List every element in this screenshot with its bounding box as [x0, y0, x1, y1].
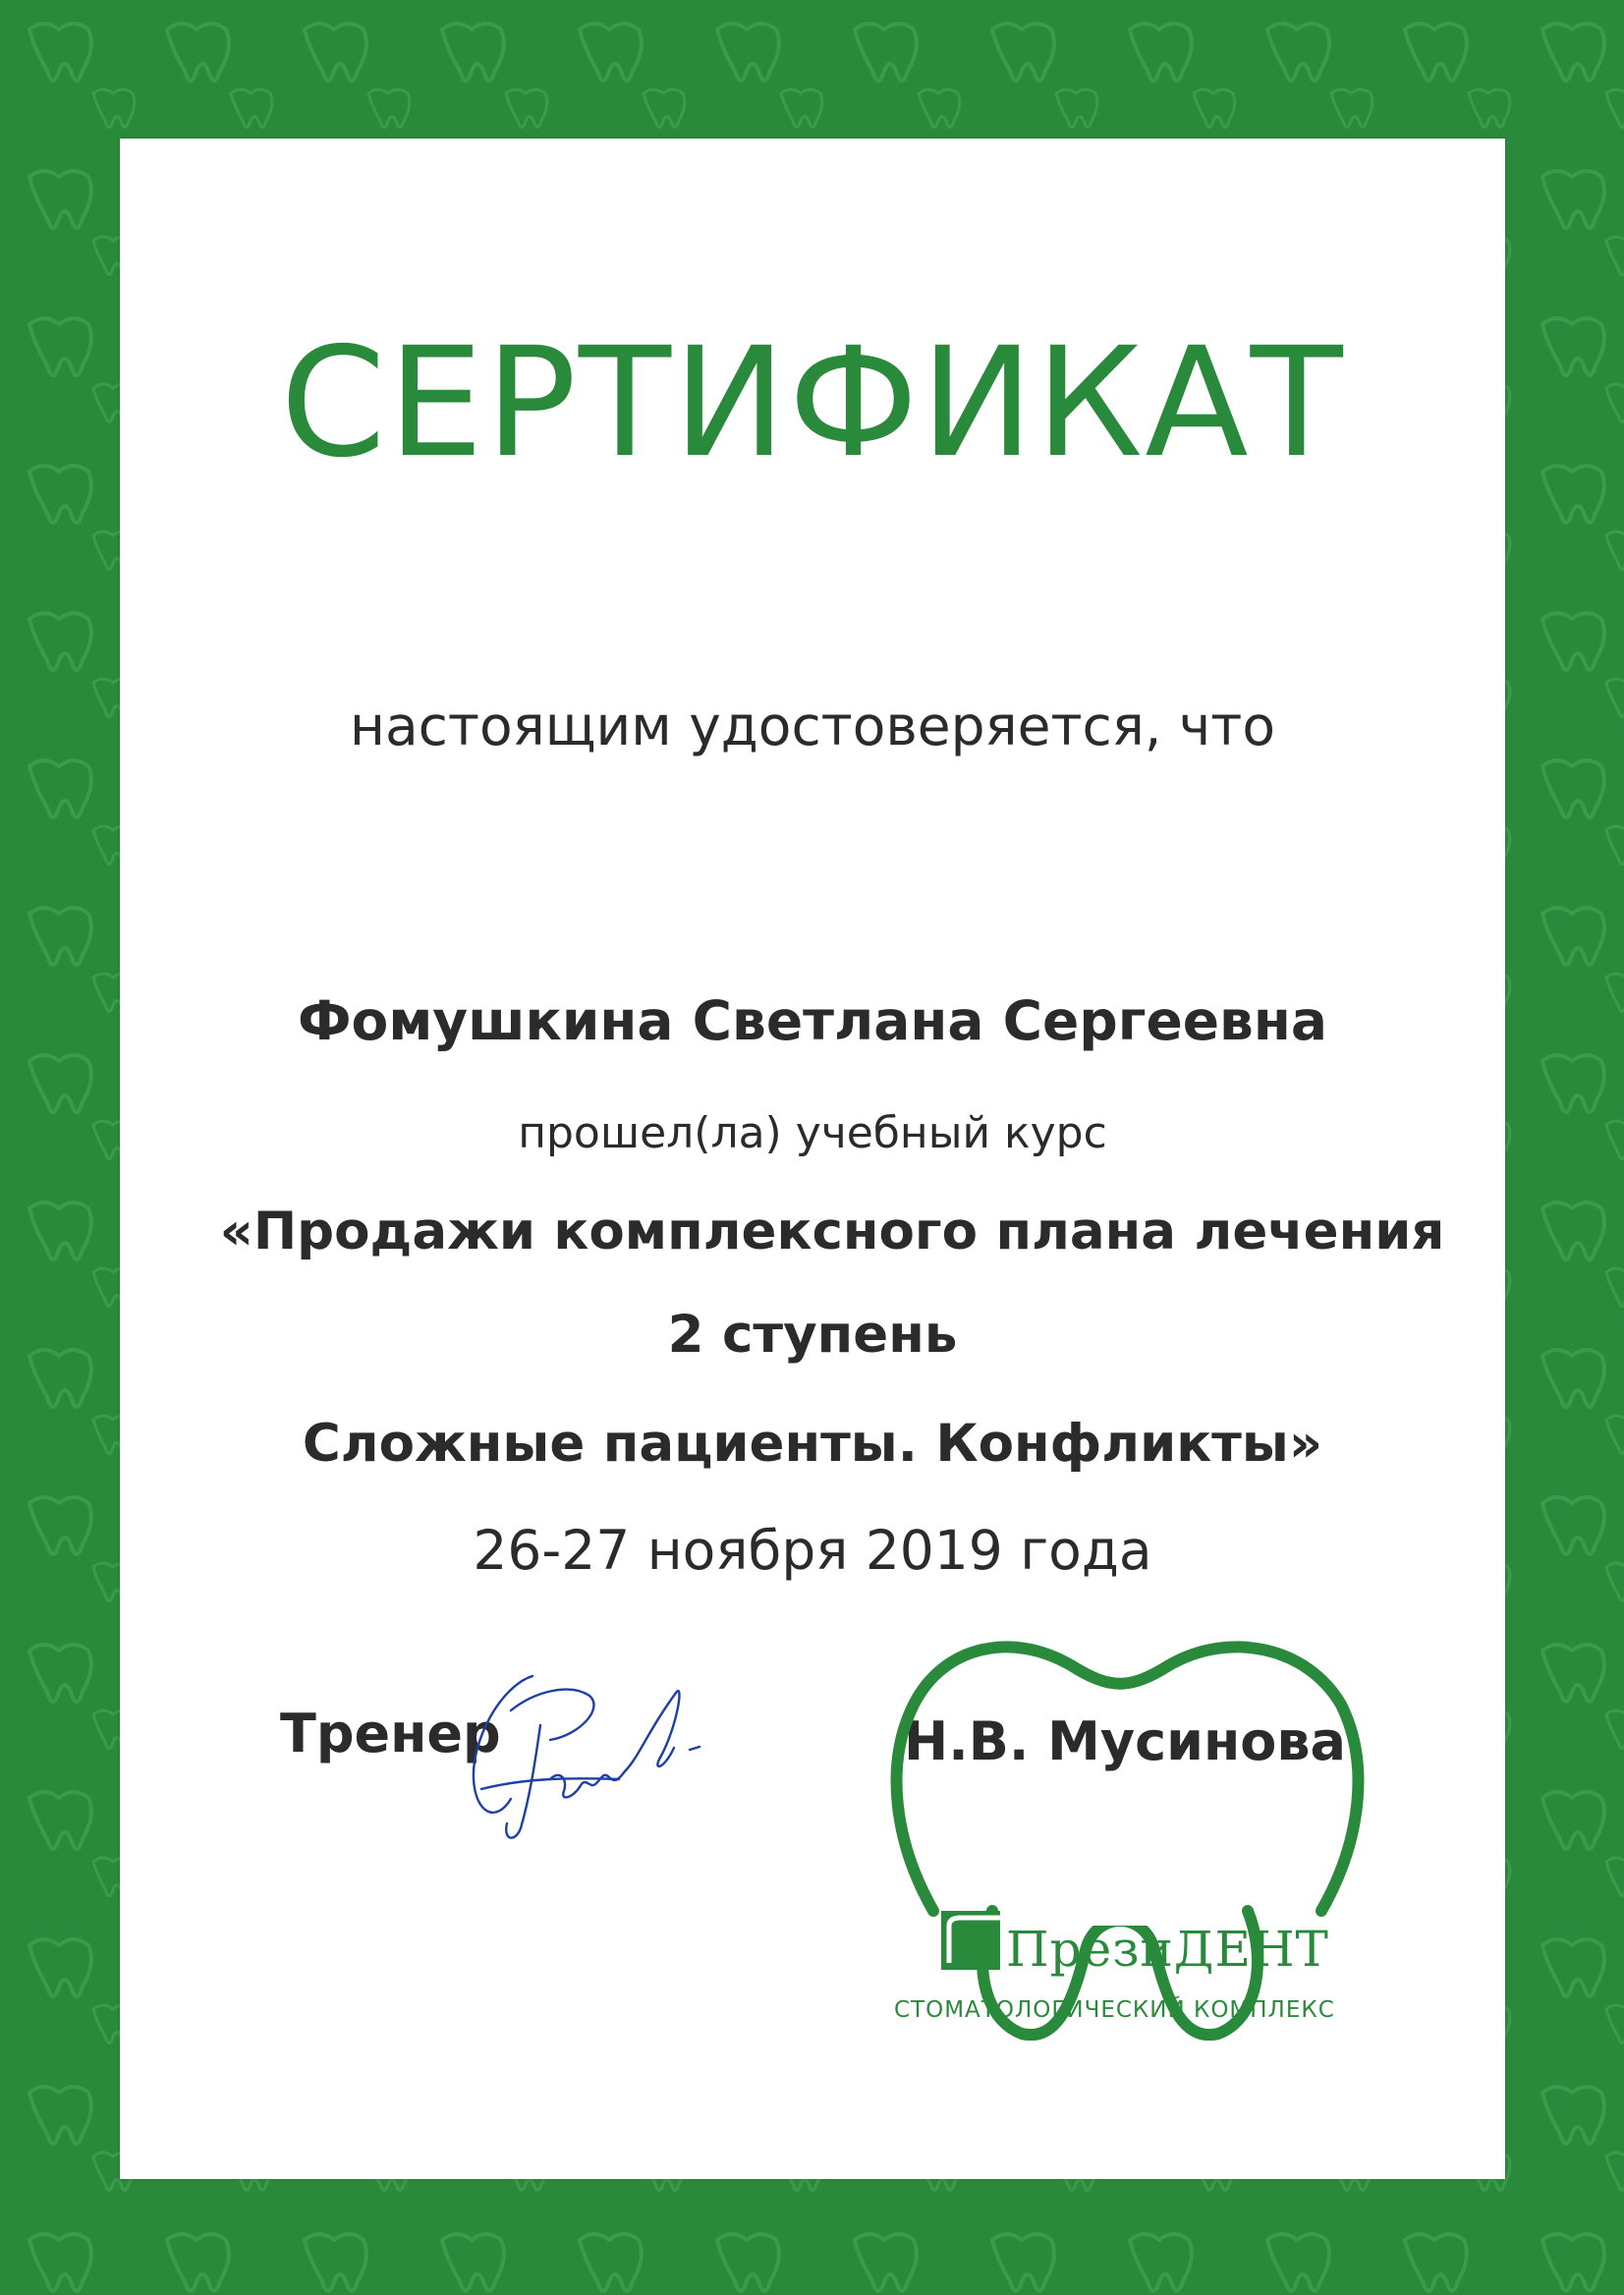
- passed-course-text: прошел(ла) учебный курс: [518, 1108, 1107, 1158]
- intro-text: настоящим удостоверяется, что: [350, 695, 1275, 757]
- certificate-title: СЕРТИФИКАТ: [280, 315, 1345, 491]
- trainer-name: Н.В. Мусинова: [904, 1710, 1346, 1772]
- brand-name: ПрезиДЕНТ: [1006, 1921, 1329, 1978]
- brand-subtitle: СТОМАТОЛОГИЧЕСКИЙ КОМПЛЕКС: [894, 1997, 1335, 2023]
- course-dates: 26-27 ноября 2019 года: [473, 1519, 1152, 1582]
- course-title-line-1: «Продажи комплексного плана лечения: [219, 1202, 1445, 1261]
- trainer-signature: [442, 1632, 737, 1858]
- course-title-line-2: 2 ступень: [667, 1305, 958, 1365]
- trainer-label: Тренер: [280, 1703, 501, 1764]
- recipient-name: Фомушкина Светлана Сергеевна: [298, 989, 1327, 1052]
- logo-square-icon: [941, 1906, 1010, 1975]
- course-title-line-3: Сложные пациенты. Конфликты»: [302, 1414, 1323, 1474]
